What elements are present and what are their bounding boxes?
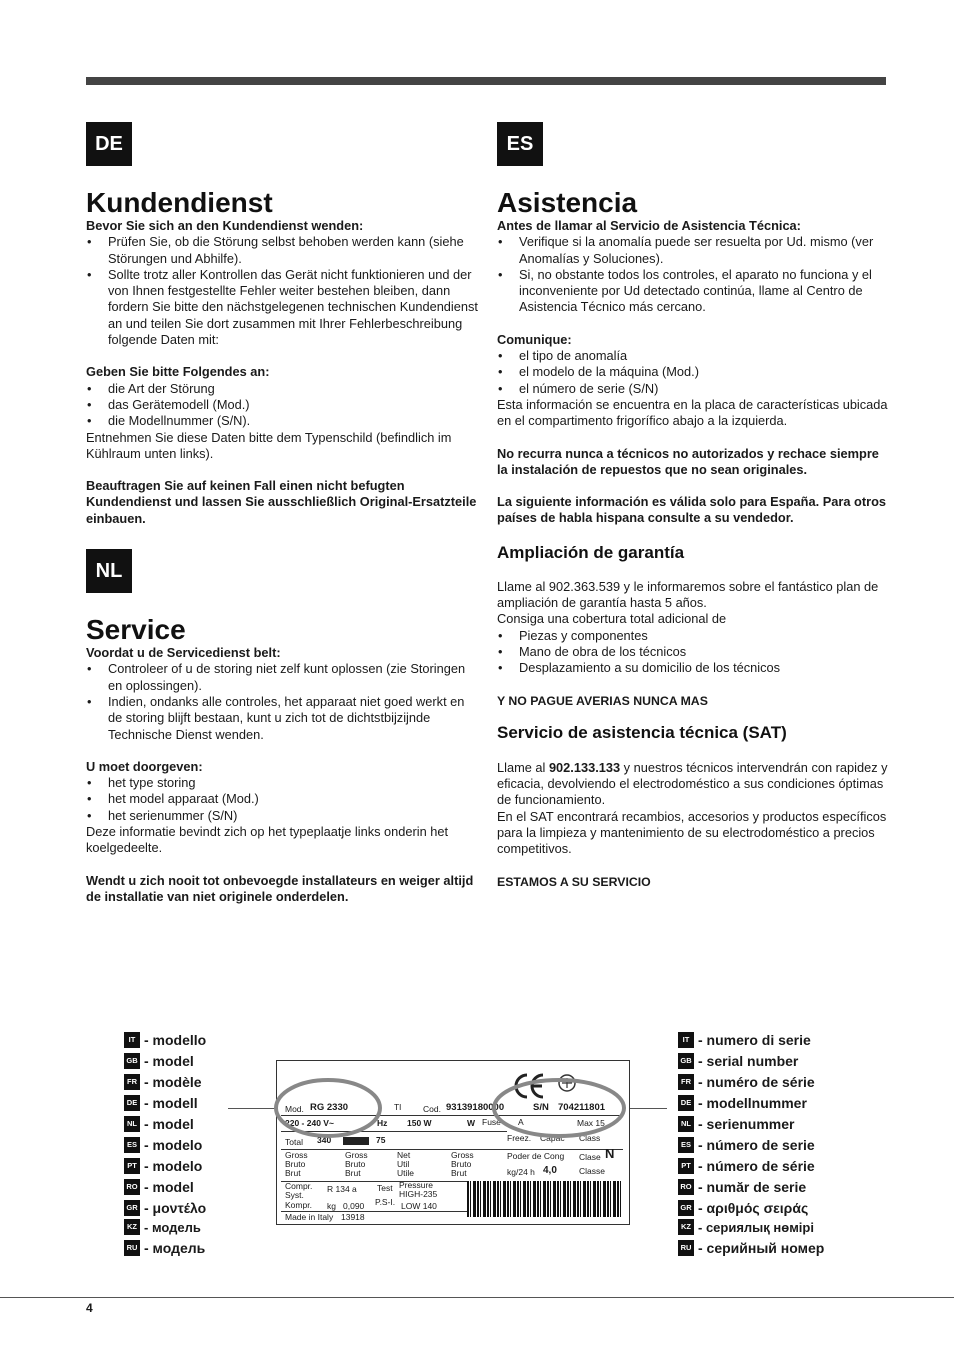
plate-gross-3: Gross Bruto Brut [451,1150,474,1178]
sat-text-2: En el SAT encontrará recambios, accesorios y productos específicos para la limpieza y mantenimiento de su electrodoméstico a precios competitivos. [497,808,887,857]
list-item: FR - numéro de série [678,1072,815,1092]
language-badge-de: DE [86,122,132,166]
list-item: NL - model [124,1114,194,1134]
spain-note: La siguiente información es válida solo para España. Para otros países de habla hispana consulte a su vendedor. [497,494,887,526]
list-item: • het model apparaat (Mod.) [86,791,481,807]
plate-hz: Hz [377,1118,388,1128]
serial-label-list [678,1030,878,1260]
highlight-ellipses [270,1068,635,1148]
list-item: • el modelo de la máquina (Mod.) [497,364,892,380]
sat-pre: Llame al [497,759,549,775]
plate-low: LOW 140 [401,1201,437,1211]
flag-es-icon: ES [678,1137,694,1153]
plate-psi: P.S-I. [375,1197,396,1207]
page-number: 4 [86,1301,93,1315]
footer-rule [0,1297,954,1298]
plate-stars-value: 75 [376,1135,386,1145]
plate-watts: 150 W [407,1118,432,1128]
info-de: Entnehmen Sie diese Daten bitte dem Typenschild (befindlich im Kühlraum unten links). [86,429,452,461]
list-item: RO - număr de serie [678,1177,806,1197]
serial-highlight-ellipse [494,1080,624,1136]
list-item: • Prüfen Sie, ob die Störung selbst behoben werden kann (siehe Störungen und Abhilfe). [86,234,481,267]
list-title-nl: U moet doorgeven: [86,758,203,774]
plate-kg-value: 0,090 [343,1201,365,1211]
plate-pressure: Pressure HIGH-235 [399,1180,438,1199]
plate-sn-label: S/N [533,1102,549,1113]
plate-classe: Classe [579,1166,605,1176]
flag-gr-icon: GR [678,1200,694,1216]
plate-class: Class [579,1133,601,1143]
sat-phone: 902.133.133 [548,759,621,775]
plate-poder: Poder de Cong [507,1151,565,1161]
warranty-title: Ampliación de garantía [497,542,685,562]
plate-max: Max 15 [577,1118,605,1128]
flag-gb-icon: GB [124,1053,140,1069]
list-item: • Sollte trotz aller Kontrollen das Gerät nicht funktionieren und der von Ihnen festgestellte Fehler weiter bestehen bleiben, dann fordern Sie bitte den nächstgelegenen technischen Kundendienst an und teilen Sie dort zusammen mit Ihrer Fehlerbeschreibung folgende Daten mit: [86,267,481,348]
list-item: PT - modelo [124,1156,202,1176]
language-badge-nl: NL [86,549,132,593]
warning-es: No recurra nunca a técnicos no autorizados y rechace siempre la instalación de repuestos que no sean originales. [497,445,879,477]
list-item: • die Modellnummer (S/N). [86,413,481,429]
warning-de: Beauftragen Sie auf keinen Fall einen nicht befugten Kundendienst und lassen Sie ausschließlich Original-Ersatzteile einbauen. [86,478,477,526]
plate-made-in: Made in Italy [285,1212,334,1222]
flag-ru-icon: RU [124,1240,140,1256]
checklist-es [497,234,892,315]
plate-kg-label: kg [327,1201,336,1211]
flag-ru-icon: RU [678,1240,694,1256]
list-item: NL - serienummer [678,1114,794,1134]
list-item: • Piezas y componentes [497,628,892,644]
info-nl: Deze informatie bevindt zich op het typeplaatje links onderin het koelgedeelte. [86,824,449,856]
flag-nl-icon: NL [124,1116,140,1132]
section-title-de: Kundendienst [86,187,273,218]
language-badge-es: ES [497,122,543,166]
plate-amp: A [518,1117,524,1127]
data-list-nl [86,775,481,824]
list-item: KZ - модель [124,1217,201,1237]
intro-nl: Voordat u de Servicedienst belt: [86,645,281,661]
model-highlight-ellipse [276,1080,380,1136]
flag-pt-icon: PT [678,1158,694,1174]
list-item: • das Gerätemodell (Mod.) [86,397,481,413]
plate-compr: Compr. Syst. [285,1181,313,1200]
list-item: RU - серийный номер [678,1238,824,1258]
list-item: • Si, no obstante todos los controles, el aparato no funciona y el inconveniente por Ud detectado continúa, llame al Centro de Asistencia Técnico más cercano. [497,267,892,316]
plate-refrigerant: R 134 a [327,1184,357,1194]
plate-total-value: 340 [317,1135,332,1145]
left-column [86,122,481,905]
list-item: • het serienummer (S/N) [86,808,481,824]
list-item: • el número de serie (S/N) [497,381,892,397]
plate-total-label: Total [285,1137,303,1147]
sat-slogan: ESTAMOS A SU SERVICIO [497,874,651,889]
list-item: • het type storing [86,775,481,791]
flag-gr-icon: GR [124,1200,140,1216]
plate-mod-value: RG 2330 [310,1102,349,1113]
plate-cod-value: 93139180000 [446,1102,505,1113]
plate-w: W [467,1118,476,1128]
plate-kompr: Kompr. [285,1200,312,1210]
plate-fuse: Fuse [482,1117,501,1127]
plate-sn-value: 704211801 [558,1102,606,1113]
plate-kg24: kg/24 h [507,1167,535,1177]
plate-voltage: 220 - 240 V~ [285,1118,334,1128]
flag-kz-icon: KZ [678,1219,694,1235]
flag-es-icon: ES [124,1137,140,1153]
list-item: • el tipo de anomalía [497,348,892,364]
list-item: GB - serial number [678,1051,798,1071]
list-item: GR - μοντέλο [124,1198,206,1218]
sat-text [497,760,892,809]
list-item: • Mano de obra de los técnicos [497,644,892,660]
plate-gross-2: Gross Bruto Brut [345,1150,368,1178]
plate-net: Net Util Utile [397,1150,415,1178]
list-item: • Verifique si la anomalía puede ser resuelta por Ud. mismo (ver Anomalías y Soluciones). [497,234,892,267]
list-item: ES - número de serie [678,1135,815,1155]
section-title-nl: Service [86,614,186,646]
list-item: ES - modelo [124,1135,202,1155]
list-item: • Controleer of u de storing niet zelf kunt oplossen (zie Storingen en oplossingen). [86,661,481,694]
plate-cod-label: Cod. [423,1104,441,1114]
flag-kz-icon: KZ [124,1219,140,1235]
list-item: • die Art der Störung [86,381,481,397]
plate-kg24-value: 4,0 [543,1165,557,1176]
plate-freez: Freez. [507,1133,532,1143]
flag-de-icon: DE [124,1095,140,1111]
list-title-es: Comunique: [497,331,572,347]
barcode-icon [467,1181,623,1217]
flag-ro-icon: RO [124,1179,140,1195]
warning-nl: Wendt u zich nooit tot onbevoegde installateurs en weiger altijd de installatie van niet originele onderdelen. [86,872,474,904]
flag-pt-icon: PT [124,1158,140,1174]
plate-made-code: 13918 [341,1212,365,1222]
info-es: Esta información se encuentra en la placa de características ubicada en el compartimento frigorífico abajo a la izquierda. [497,396,888,429]
flag-de-icon: DE [678,1095,694,1111]
list-item: FR - modèle [124,1072,202,1092]
list-item: RO - model [124,1177,194,1197]
list-item: DE - modell [124,1093,198,1113]
list-item: KZ - сериялық нөмірі [678,1217,814,1237]
list-item: DE - modellnummer [678,1093,807,1113]
checklist-de [86,234,481,348]
plate-gross-1: Gross Bruto Brut [285,1150,308,1178]
intro-es: Antes de llamar al Servicio de Asistencia Técnica: [497,218,801,233]
warranty-slogan: Y NO PAGUE AVERIAS NUNCA MAS [497,693,708,708]
list-item: RU - модель [124,1238,205,1258]
list-item: • Desplazamiento a su domicilio de los técnicos [497,660,892,676]
list-item: IT - numero di serie [678,1030,811,1050]
list-item: PT - número de série [678,1156,815,1176]
plate-tl: Tl [394,1102,402,1112]
plate-test: Test [377,1183,393,1193]
sat-title: Servicio de asistencia técnica (SAT) [497,722,787,742]
list-item: GB - model [124,1051,194,1071]
flag-fr-icon: FR [124,1074,140,1090]
list-item: • Indien, ondanks alle controles, het apparaat niet goed werkt en de storing blijft bestaan, kunt u zich tot de dichtstbijzijnde Technische Dienst wenden. [86,694,481,743]
plate-clase-value: N [605,1146,615,1161]
flag-gb-icon: GB [678,1053,694,1069]
plate-clase: Clase [579,1152,601,1162]
list-item: GR - αριθμός σειράς [678,1198,808,1218]
section-title-es: Asistencia [497,187,638,218]
warranty-list [497,628,892,677]
warranty-intro: Consiga una cobertura total adicional de [497,611,727,627]
flag-ro-icon: RO [678,1179,694,1195]
plate-capac: Capac [540,1133,565,1143]
sat-post: y nuestros técnicos intervendrán con rapidez y eficacia, devolviendo el electrodoméstico a sus condiciones óptimas de funcionamiento. [497,759,888,808]
flag-nl-icon: NL [678,1116,694,1132]
flag-it-icon: IT [678,1032,694,1048]
warranty-text: Llame al 902.363.539 y le informaremos sobre el fantástico plan de ampliación de garantía hasta 5 años. [497,578,879,611]
checklist-nl [86,661,481,742]
top-rule [86,77,886,85]
data-list-es [497,348,892,397]
list-title-de: Geben Sie bitte Folgendes an: [86,364,270,380]
data-list-de [86,381,481,430]
plate-mod-label: Mod. [285,1104,304,1114]
flag-it-icon: IT [124,1032,140,1048]
flag-fr-icon: FR [678,1074,694,1090]
intro-de: Bevor Sie sich an den Kundendienst wenden: [86,218,364,233]
right-column [497,122,892,890]
list-item: IT - modello [124,1030,206,1050]
